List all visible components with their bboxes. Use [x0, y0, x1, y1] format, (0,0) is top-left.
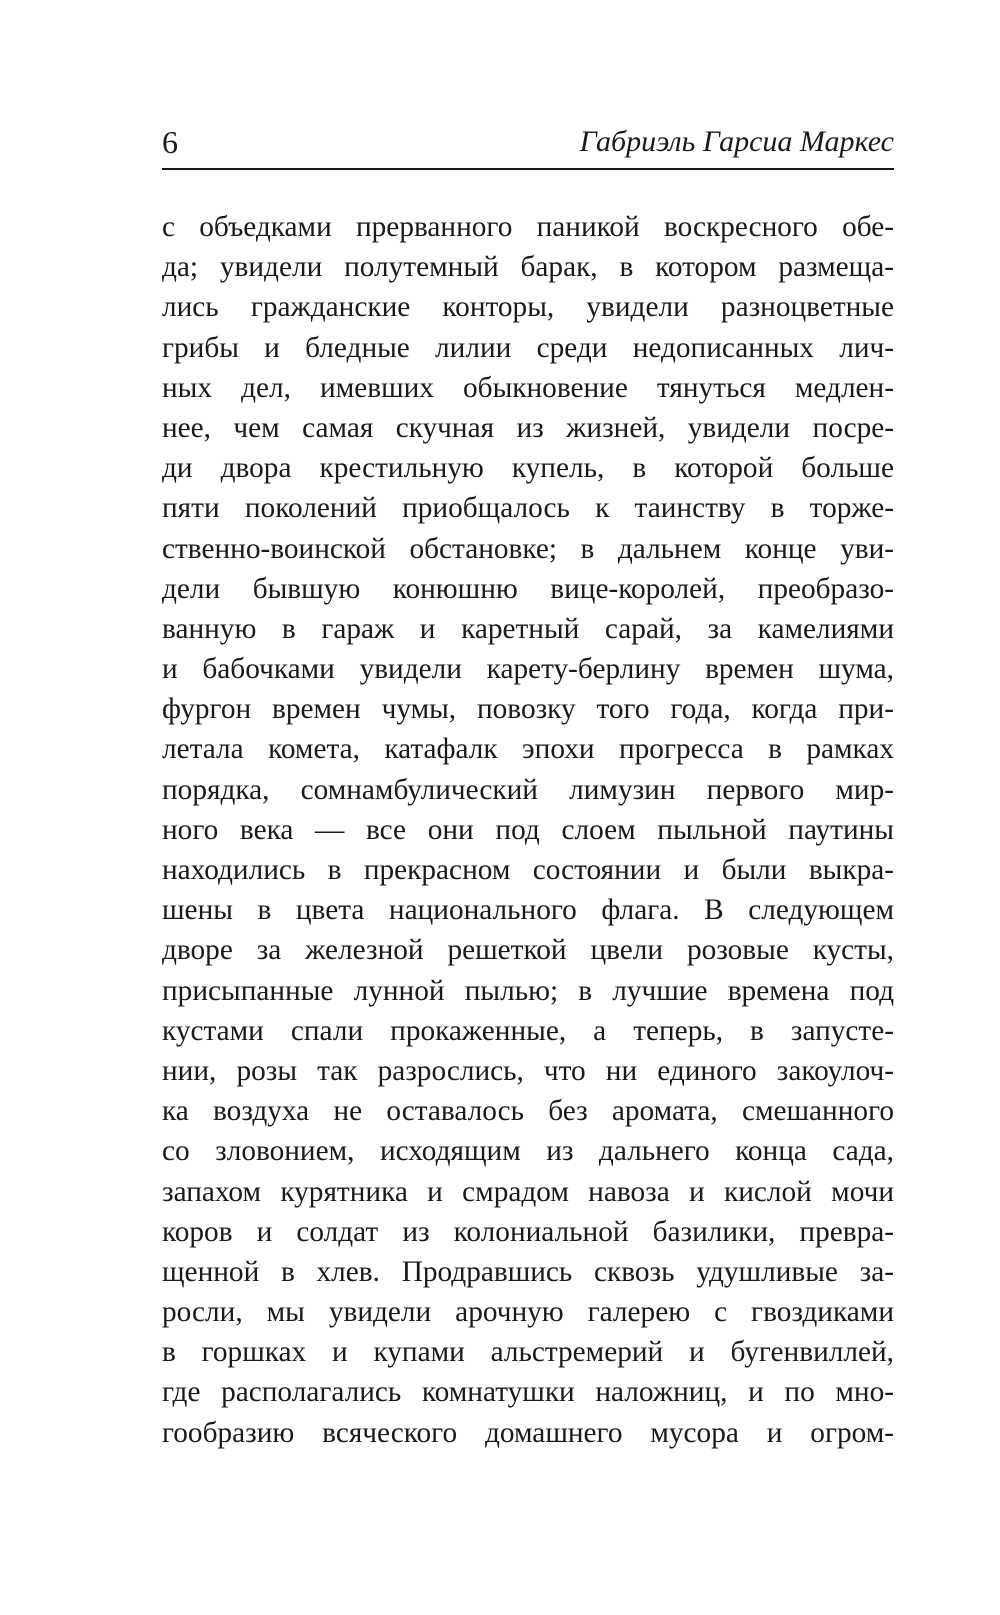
text-line: порядка, сомнамбулический лимузин первого мир-	[162, 773, 894, 806]
body-text	[162, 207, 894, 1453]
page-number: 6	[162, 124, 178, 160]
text-line: где располагались комнатушки наложниц, и по мно-	[162, 1376, 894, 1409]
text-line: кустами спали прокаженные, а теперь, в запусте-	[162, 1014, 894, 1047]
text-line: ванную в гараж и каретный сарай, за камелиями	[162, 612, 894, 645]
text-line: коров и солдат из колониальной базилики, превра-	[162, 1215, 894, 1248]
text-line: пяти поколений приобщалось к таинству в торже-	[162, 492, 894, 525]
text-line: ных дел, имевших обыкновение тянуться медлен-	[162, 371, 894, 404]
text-line: гообразию всяческого домашнего мусора и огром-	[162, 1416, 894, 1449]
text-line: летала комета, катафалк эпохи прогресса в рамках	[162, 733, 894, 766]
text-line: ди двора крестильную купель, в которой больше	[162, 452, 894, 485]
text-line: и бабочками увидели карету-берлину времен шума,	[162, 653, 894, 686]
text-line: щенной в хлев. Продравшись сквозь удушливые за-	[162, 1255, 894, 1288]
text-line: находились в прекрасном состоянии и были выкра-	[162, 854, 894, 886]
text-line: грибы и бледные лилии среди недописанных лич-	[162, 331, 894, 364]
text-line: ственно-воинской обстановке; в дальнем конце уви-	[162, 532, 894, 565]
text-line: фургон времен чумы, повозку того года, когда при-	[162, 693, 894, 726]
running-title: Габриэль Гарсиа Маркес	[579, 125, 894, 158]
text-line: дворе за железной решеткой цвели розовые кусты,	[162, 934, 894, 967]
text-line: с объедками прерванного паникой воскресного обе-	[162, 211, 894, 243]
text-line: со зловонием, исходящим из дальнего конца сада,	[162, 1135, 894, 1168]
text-line: запахом курятника и смрадом навоза и кислой мочи	[162, 1175, 894, 1208]
text-line: ного века — все они под слоем пыльной паутины	[162, 813, 894, 846]
text-line: нии, розы так разрослись, что ни единого закоулоч-	[162, 1054, 894, 1087]
text-line: ка воздуха не оставалось без аромата, смешанного	[162, 1095, 894, 1128]
text-line: да; увидели полутемный барак, в котором размеща-	[162, 251, 894, 284]
text-line: дели бывшую конюшню вице-королей, преобразо-	[162, 572, 894, 605]
text-line: присыпанные лунной пылью; в лучшие времена под	[162, 974, 894, 1007]
running-head	[162, 122, 894, 170]
text-line: в горшках и купами альстремерий и бугенвиллей,	[162, 1336, 894, 1369]
text-line: шены в цвета национального флага. В следующем	[162, 894, 894, 927]
text-line: лись гражданские конторы, увидели разноцветные	[162, 291, 894, 324]
text-line: росли, мы увидели арочную галерею с гвоздиками	[162, 1296, 894, 1329]
text-line: нее, чем самая скучная из жизней, увидели посре-	[162, 411, 894, 444]
